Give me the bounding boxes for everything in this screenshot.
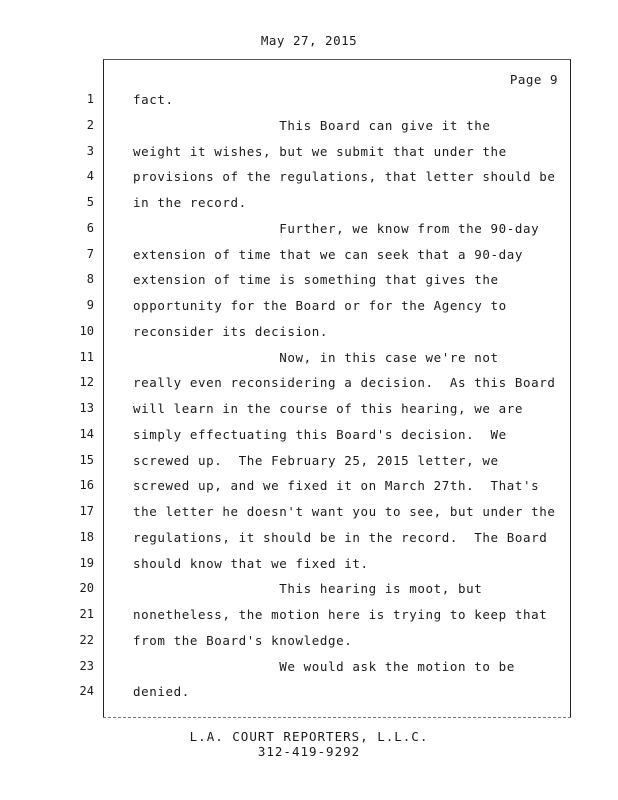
transcript-line — [0, 144, 618, 170]
transcript-line — [0, 581, 618, 607]
transcript-line — [0, 350, 618, 376]
line-text: should know that we fixed it. — [133, 555, 369, 571]
transcript-line — [0, 633, 618, 659]
line-text: nonetheless, the motion here is trying to keep that — [133, 607, 548, 622]
line-number: 18 — [79, 529, 94, 544]
line-text: really even reconsidering a decision. As this Board — [133, 375, 556, 391]
transcript-line — [0, 453, 618, 479]
line-number: 4 — [86, 169, 94, 184]
line-number: 13 — [79, 401, 94, 415]
line-text: the letter he doesn't want you to see, but under the — [133, 504, 556, 519]
line-number: 15 — [79, 452, 94, 467]
line-text: screwed up, and we fixed it on March 27th. That's — [133, 478, 540, 494]
line-text: Further, we know from the 90-day — [133, 220, 540, 236]
line-number: 16 — [79, 478, 94, 493]
line-text: This Board can give it the — [133, 117, 491, 133]
transcript-line — [0, 195, 618, 221]
transcript-line — [0, 401, 618, 427]
line-text: screwed up. The February 25, 2015 letter, we — [133, 452, 499, 468]
line-text: denied. — [133, 684, 190, 700]
transcript-line — [0, 504, 618, 530]
line-number: 9 — [86, 298, 94, 312]
line-text: weight it wishes, but we submit that under the — [133, 143, 507, 159]
line-text: This hearing is moot, but — [133, 581, 483, 597]
transcript-line — [0, 221, 618, 247]
line-number: 8 — [86, 272, 94, 287]
line-text: simply effectuating this Board's decision. We — [133, 426, 507, 442]
transcript-line — [0, 298, 618, 324]
transcript-line — [0, 324, 618, 350]
transcript-line — [0, 427, 618, 453]
line-number: 1 — [86, 92, 94, 106]
line-text: Now, in this case we're not — [133, 349, 499, 365]
page-number-label: Page 9 — [509, 72, 558, 87]
line-text: fact. — [133, 92, 174, 107]
line-number: 5 — [86, 195, 94, 209]
transcript-line — [0, 92, 618, 118]
line-number: 20 — [79, 581, 94, 596]
line-text: opportunity for the Board or for the Agency to — [133, 298, 507, 313]
transcript-line — [0, 607, 618, 633]
transcript-line — [0, 659, 618, 685]
line-number: 2 — [86, 117, 94, 132]
transcript-line — [0, 556, 618, 582]
transcript-line — [0, 247, 618, 273]
transcript-line — [0, 530, 618, 556]
line-text: in the record. — [133, 195, 247, 210]
line-number: 21 — [79, 607, 94, 621]
transcript-line — [0, 478, 618, 504]
footer-phone: 312-419-9292 — [257, 744, 361, 759]
footer-court-reporter: L.A. COURT REPORTERS, L.L.C. — [189, 729, 429, 744]
line-number: 7 — [86, 246, 94, 261]
line-number: 11 — [79, 349, 94, 364]
line-number: 22 — [79, 632, 94, 647]
line-number: 6 — [86, 220, 94, 235]
line-number: 19 — [79, 555, 94, 570]
transcript-line — [0, 118, 618, 144]
transcript-line — [0, 684, 618, 710]
line-number: 24 — [79, 684, 94, 699]
page-date-header: May 27, 2015 — [260, 33, 358, 48]
line-number: 14 — [79, 426, 94, 441]
line-number: 17 — [79, 504, 94, 518]
line-text: extension of time is something that gives the — [133, 272, 499, 288]
transcript-line — [0, 272, 618, 298]
transcript-line — [0, 169, 618, 195]
line-number: 23 — [79, 658, 94, 673]
line-number: 3 — [86, 143, 94, 158]
line-text: regulations, it should be in the record. The Board — [133, 529, 548, 545]
line-text: reconsider its decision. — [133, 323, 329, 339]
line-text: We would ask the motion to be — [133, 658, 515, 674]
line-number: 12 — [79, 375, 94, 390]
line-text: extension of time that we can seek that a 90-day — [133, 246, 524, 262]
line-text: from the Board's knowledge. — [133, 632, 353, 648]
transcript-frame-bottom-rule — [103, 717, 571, 718]
line-text: provisions of the regulations, that letter should be — [133, 169, 556, 185]
line-number: 10 — [79, 323, 94, 338]
line-text: will learn in the course of this hearing, we are — [133, 401, 524, 416]
transcript-line — [0, 375, 618, 401]
